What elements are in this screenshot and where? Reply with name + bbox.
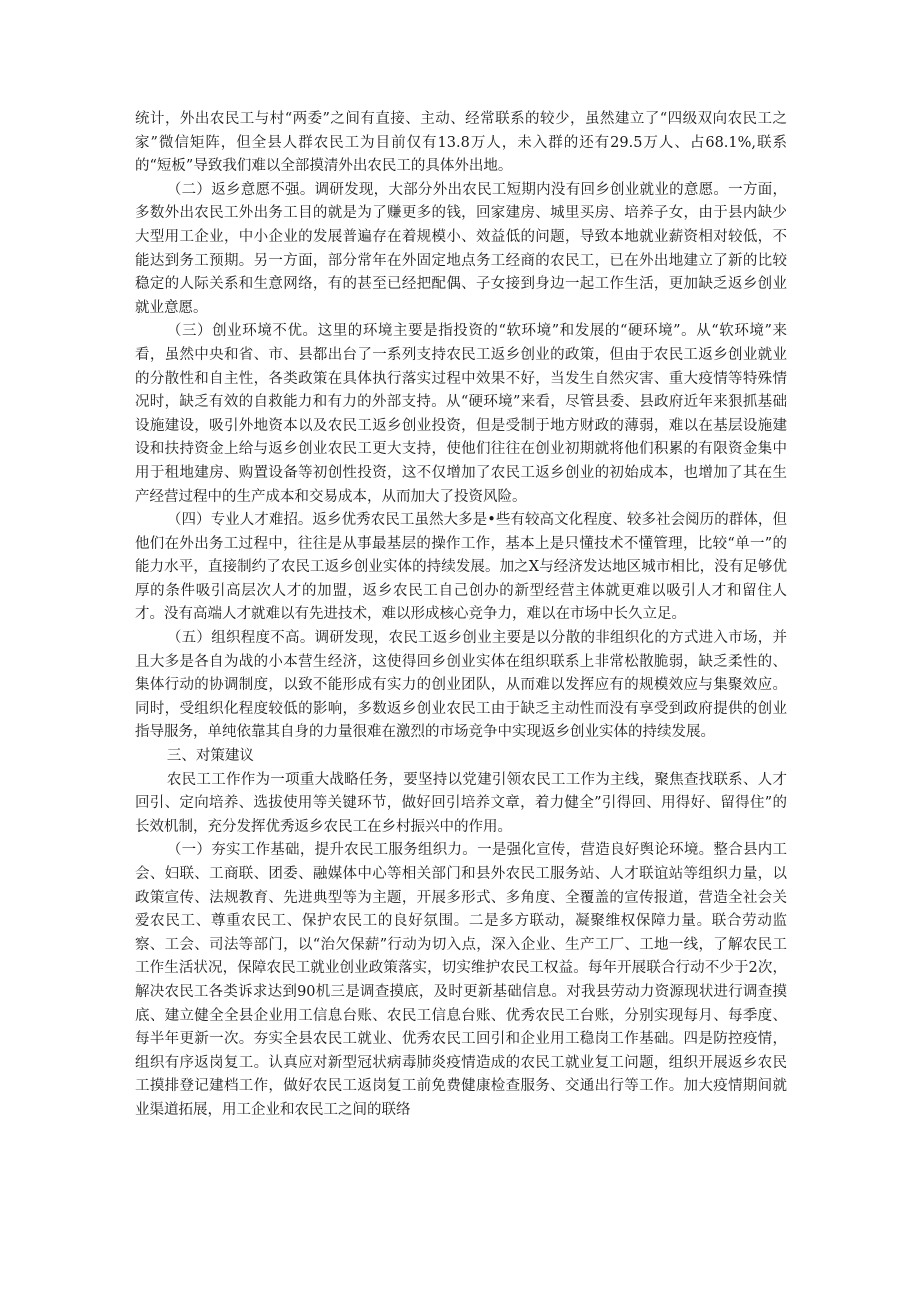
section-heading-recommendations: 三、对策建议 <box>166 748 254 765</box>
document-body <box>135 108 787 1123</box>
paragraph-continuation: 统计，外出农民工与村“两委”之间有直接、主动、经常联系的较少，虽然建立了“四级双向农民工之家”微信矩阵，但全县人群农民工为目前仅有13.8万人，未入群的还有29.5万人、占68.1%,联系的“短板”导致我们难以全部摸清外出农民工的具体外出地。 <box>135 111 787 175</box>
paragraph-talent-recruitment: （四）专业人才难招。返乡优秀农民工虽然大多是•些有较高文化程度、较多社会阅历的群体，但他们在外出务工过程中，往往是从事最基层的操作工作，基本上是只懂技术不懂管理，比较“单一”的能力水平，直接制约了农民工返乡创业实体的持续发展。加之X与经济发达地区城市相比，没有足够优厚的条件吸引高层次人才的加盟，返乡农民工自己创办的新型经营主体就更难以吸引人才和留住人才。没有高端人才就难以有先进技术，难以形成核心竞争力，难以在市场中长久立足。 <box>135 512 787 623</box>
paragraph-organization-level: （五）组织程度不高。调研发现，农民工返乡创业主要是以分散的非组织化的方式进入市场，并且大多是各自为战的小本营生经济，这使得回乡创业实体在组织联系上非常松散脆弱，缺乏柔性的、集体行动的协调制度，以致不能形成有实力的创业团队，从而难以发挥应有的规模效应与集聚效应。同时，受组织化程度较低的影响，多数返乡创业农民工由于缺乏主动性而没有享受到政府提供的创业指导服务，单纯依靠其自身的力量很难在激烈的市场竞争中实现返乡创业实体的持续发展。 <box>135 630 787 741</box>
paragraph-business-environment: （三）创业环境不优。这里的环境主要是指投资的“软环境”和发展的“硬环境”。从“软环境”来看，虽然中央和省、市、县都出台了一系列支持农民工返乡创业的政策，但由于农民工返乡创业就业的分散性和自主性，各类政策在具体执行落实过程中效果不好，当发生自然灾害、重大疫情等特殊情况时，缺乏有效的自救能力和有力的外部支持。从“硬环境”来看，尽管县委、县政府近年来狠抓基础设施建设，吸引外地资本以及农民工返乡创业投资，但是受制于地方财政的薄弱，难以在基层设施建设和扶持资金上给与返乡创业农民工更大支持，使他们往往在创业初期就将他们积累的有限资金集中用于租地建房、购置设备等初创性投资，这不仅增加了农民工返乡创业的初始成本，也增加了其在生产经营过程中的生产成本和交易成本，从而加大了投资风险。 <box>135 323 787 505</box>
paragraph-recommendations-intro: 农民工工作作为一项重大战略任务，要坚持以党建引领农民工工作为主线，聚焦查找联系、人才回引、定向培养、选拔使用等关键环节，做好回引培养文章，着力健全”引得回、用得好、留得住”的长效机制，充分发挥优秀返乡农民工在乡村振兴中的作用。 <box>135 771 787 835</box>
paragraph-work-foundation: （一）夯实工作基础，提升农民工服务组织力。一是强化宣传，营造良好舆论环境。整合县内工会、妇联、工商联、团委、融媒体中心等相关部门和县外农民工服务站、人才联谊站等组织力量，以政策宣传、法规教育、先进典型等为主题，开展多形式、多角度、全覆盖的宣传报道，营造全社会关爱农民工、尊重农民工、保护农民工的良好氛围。二是多方联动，凝聚维权保障力量。联合劳动监察、工会、司法等部门，以“治欠保薪”行动为切入点，深入企业、生产工厂、工地一线，了解农民工工作生活状况，保障农民工就业创业政策落实，切实维护农民工权益。每年开展联合行动不少于2次，解决农民工各类诉求达到90机三是调查摸底，及时更新基础信息。对我县劳动力资源现状进行调查摸底、建立健全全县企业用工信息台账、农民工信息台账、优秀农民工台账，分别实现每月、每季度、每半年更新一次。夯实全县农民工就业、优秀农民工回引和企业用工稳岗工作基础。四是防控疫情，组织有序返岗复工。认真应对新型冠状病毒肺炎疫情造成的农民工就业复工问题，组织开展返乡农民工摸排登记建档工作，做好农民工返岗复工前免费健康检查服务、交通出行等工作。加大疫情期间就业渠道拓展，用工企业和农民工之间的联络 <box>135 842 787 1118</box>
paragraph-return-willingness: （二）返乡意愿不强。调研发现，大部分外出农民工短期内没有回乡创业就业的意愿。一方面，多数外出农民工外出务工目的就是为了赚更多的钱，回家建房、城里买房、培养子女，由于县内缺少大型用工企业，中小企业的发展普遍存在着规模小、效益低的问题，导致本地就业薪资相对较低，不能达到务工预期。另一方面，部分常年在外固定地点务工经商的农民工，已在外出地建立了新的比较稳定的人际关系和生意网络，有的甚至已经把配偶、子女接到身边一起工作生活，更加缺乏返乡创业就业意愿。 <box>135 181 787 316</box>
